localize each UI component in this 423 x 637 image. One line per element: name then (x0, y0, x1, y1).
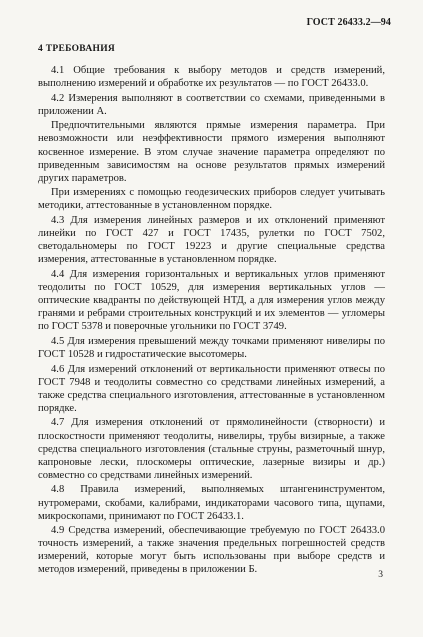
paragraph-4-1: 4.1 Общие требования к выбору методов и средств измерений, выполнению измерений и обработке их результатов — по ГОСТ 26433.0. (38, 65, 385, 90)
paragraph-4-2: 4.2 Измерения выполняют в соответствии со схемами, приведенными в приложении А. (38, 92, 385, 117)
paragraph-geodetic-instruments: При измерениях с помощью геодезических приборов следует учитывать методики, аттестованные в установленном порядке. (38, 187, 385, 212)
paragraph-4-9: 4.9 Средства измерений, обеспечивающие требуемую по ГОСТ 26433.0 точность измерений, а также значения предельных погрешностей средств измерений, которые могут быть использованы при выборе средств и методов измерений, приведены в приложении Б. (38, 525, 385, 576)
paragraph-4-4: 4.4 Для измерения горизонтальных и вертикальных углов применяют теодолиты по ГОСТ 10529, для измерения вертикальных углов — оптические квадранты по действующей НТД, а для измерения углов между гранями и ребрами строительных конструкций и их элементов — угломеры по ГОСТ 5378 и поверочные угольники по ГОСТ 3749. (38, 268, 385, 333)
page-number: 3 (378, 570, 383, 580)
paragraph-4-7: 4.7 Для измерения отклонений от прямолинейности (створности) и плоскостности применяют теодолиты, нивелиры, трубы визирные, а также средства специального изготовления (стальные струны, разметочный шнур, капроновые лески, плоскомеры оптические, лазерные визиры и др.) совместно со средствами линейных измерений. (38, 417, 385, 481)
section-title: 4 ТРЕБОВАНИЯ (38, 44, 116, 54)
paragraph-4-5: 4.5 Для измерения превышений между точками применяют нивелиры по ГОСТ 10528 и гидростатические высотомеры. (38, 335, 385, 360)
standard-reference-header: ГОСТ 26433.2—94 (306, 17, 391, 28)
document-body (38, 64, 385, 578)
paragraph-4-6: 4.6 Для измерений отклонений от вертикальности применяют отвесы по ГОСТ 7948 и теодолиты совместно со средствами линейных измерений, а также средства специального изготовления, аттестованные в установленном порядке. (38, 363, 385, 414)
paragraph-4-3: 4.3 Для измерения линейных размеров и их отклонений применяют линейки по ГОСТ 427 и ГОСТ 17435, рулетки по ГОСТ 7502, светодальномеры по ГОСТ 19223 и другие специальные средства измерения, аттестованные в установленном порядке. (38, 215, 385, 266)
paragraph-direct-measurements: Предпочтительными являются прямые измерения параметра. При невозможности или неэффективности прямого измерения выполняют косвенное измерение. В этом случае значение параметра определяют по приведенным зависимостям на основе результатов прямых измерений других параметров. (38, 120, 385, 184)
paragraph-4-8: 4.8 Правила измерений, выполняемых штангенинструментом, нутромерами, скобами, калибрами, индикаторами часового типа, щупами, микроскопами, принимают по ГОСТ 26433.1. (38, 484, 385, 522)
